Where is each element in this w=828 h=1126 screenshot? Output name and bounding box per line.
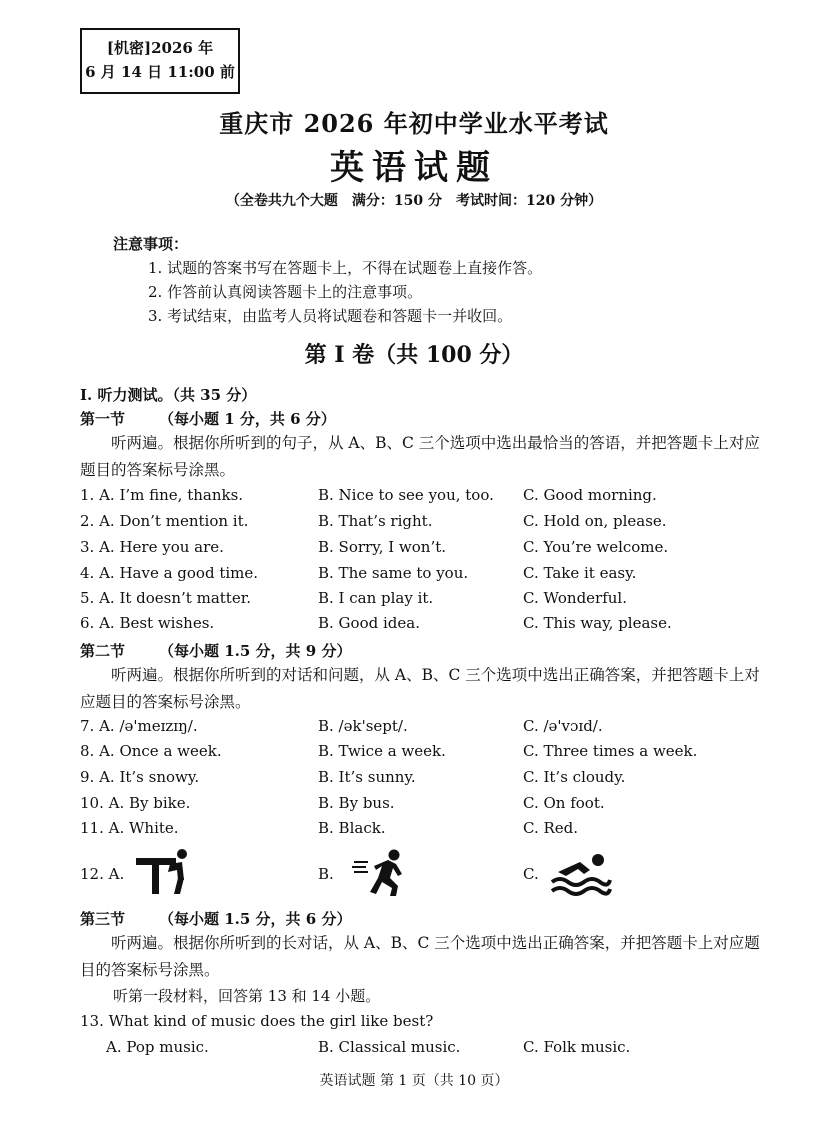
option-a: 4. A. Have a good time. (80, 564, 259, 582)
question-row (80, 794, 780, 816)
option-c: C. On foot. (523, 794, 605, 812)
section-points: （每小题 1 分，共 6 分） (159, 410, 336, 428)
question-12-row (80, 848, 780, 898)
option-c: C. Three times a week. (523, 742, 698, 760)
section-points: （每小题 1.5 分，共 6 分） (159, 910, 352, 928)
note-item: 1. 试题的答案书写在答题卡上，不得在试题卷上直接作答。 (148, 259, 543, 277)
note-item: 3. 考试结束，由监考人员将试题卷和答题卡一并收回。 (148, 307, 513, 325)
option-b: B. Good idea. (318, 614, 420, 632)
notes-title: 注意事项： (113, 235, 189, 253)
option-a: 6. A. Best wishes. (80, 614, 215, 632)
option-b: B. Classical music. (318, 1038, 461, 1056)
swimming-icon (550, 852, 612, 896)
confidential-line-2: 6 月 14 日 11:00 前 (85, 63, 235, 81)
option-c: C. Red. (523, 819, 579, 837)
section-points: （每小题 1.5 分，共 9 分） (159, 642, 352, 660)
option-b: B. It’s sunny. (318, 768, 416, 786)
section-2-instruction: 听两遍。根据你所听到的对话和问题，从 A、B、C 三个选项中选出正确答案，并把答题卡上对应题目的答案标号涂黑。 (80, 666, 760, 711)
volume-title: 第 I 卷（共 100 分） (304, 342, 524, 368)
section-2-heading (80, 640, 351, 661)
section-1-heading (80, 408, 336, 429)
option-a: 5. A. It doesn’t matter. (80, 589, 251, 607)
subject-title: 英语试题 (330, 148, 498, 188)
sub-instruction: 听第一段材料，回答第 13 和 14 小题。 (113, 987, 381, 1005)
option-b: B. The same to you. (318, 564, 469, 582)
question-row (80, 564, 780, 586)
option-b: B. Black. (318, 819, 386, 837)
question-row (80, 717, 780, 739)
option-a: A. Pop music. (106, 1038, 209, 1056)
section-1-instruction: 听两遍。根据你所听到的句子，从 A、B、C 三个选项中选出最恰当的答语，并把答题卡上对应题目的答案标号涂黑。 (80, 434, 760, 479)
confidential-box (80, 28, 240, 94)
question-row (80, 819, 780, 841)
option-a: 10. A. By bike. (80, 794, 191, 812)
running-icon (352, 848, 412, 898)
option-c: C. Hold on, please. (523, 512, 667, 530)
option-b: B. (318, 865, 334, 883)
option-c: C. /ə'vɔɪd/. (523, 717, 603, 735)
option-c: C. Take it easy. (523, 564, 637, 582)
question-row (80, 512, 780, 534)
question-row (80, 614, 780, 636)
hurdle-jump-icon (134, 848, 194, 896)
question-row (80, 538, 780, 560)
option-a: 2. A. Don’t mention it. (80, 512, 249, 530)
option-b: B. By bus. (318, 794, 395, 812)
option-c: C. You’re welcome. (523, 538, 669, 556)
question-13-options (80, 1038, 780, 1060)
option-b: B. I can play it. (318, 589, 434, 607)
option-b: B. Twice a week. (318, 742, 446, 760)
note-item: 2. 作答前认真阅读答题卡上的注意事项。 (148, 283, 423, 301)
question-13-stem: 13. What kind of music does the girl like best? (80, 1012, 434, 1030)
option-c: C. Folk music. (523, 1038, 631, 1056)
option-c: C. Wonderful. (523, 589, 627, 607)
option-a: 7. A. /ə'meɪzɪŋ/. (80, 717, 198, 735)
option-b: B. Nice to see you, too. (318, 486, 494, 504)
option-a: 8. A. Once a week. (80, 742, 222, 760)
option-b: B. /ək'sept/. (318, 717, 408, 735)
confidential-line-1: [机密]2026 年 (106, 39, 214, 57)
exam-title: 重庆市 2026 年初中学业水平考试 (219, 109, 609, 138)
section-name: 第一节 (80, 410, 126, 428)
section-3-heading (80, 908, 351, 929)
page-footer: 英语试题 第 1 页（共 10 页） (319, 1073, 509, 1089)
option-c: C. Good morning. (523, 486, 657, 504)
option-a: 11. A. White. (80, 819, 179, 837)
option-b: B. Sorry, I won’t. (318, 538, 447, 556)
question-row (80, 768, 780, 790)
exam-info: （全卷共九个大题 满分：150 分 考试时间：120 分钟） (225, 193, 603, 209)
part-title: I. 听力测试。（共 35 分） (80, 386, 257, 404)
option-a: 3. A. Here you are. (80, 538, 224, 556)
option-a: 9. A. It’s snowy. (80, 768, 200, 786)
question-row (80, 589, 780, 611)
option-b: B. That’s right. (318, 512, 433, 530)
option-c: C. It’s cloudy. (523, 768, 626, 786)
section-name: 第三节 (80, 910, 126, 928)
section-name: 第二节 (80, 642, 126, 660)
option-c: C. (523, 865, 539, 883)
option-a: 1. A. I’m fine, thanks. (80, 486, 244, 504)
section-3-instruction: 听两遍。根据你所听到的长对话，从 A、B、C 三个选项中选出正确答案，并把答题卡上对应题目的答案标号涂黑。 (80, 934, 760, 979)
option-a: 12. A. (80, 865, 125, 883)
option-c: C. This way, please. (523, 614, 672, 632)
question-row (80, 486, 780, 508)
question-row (80, 742, 780, 764)
